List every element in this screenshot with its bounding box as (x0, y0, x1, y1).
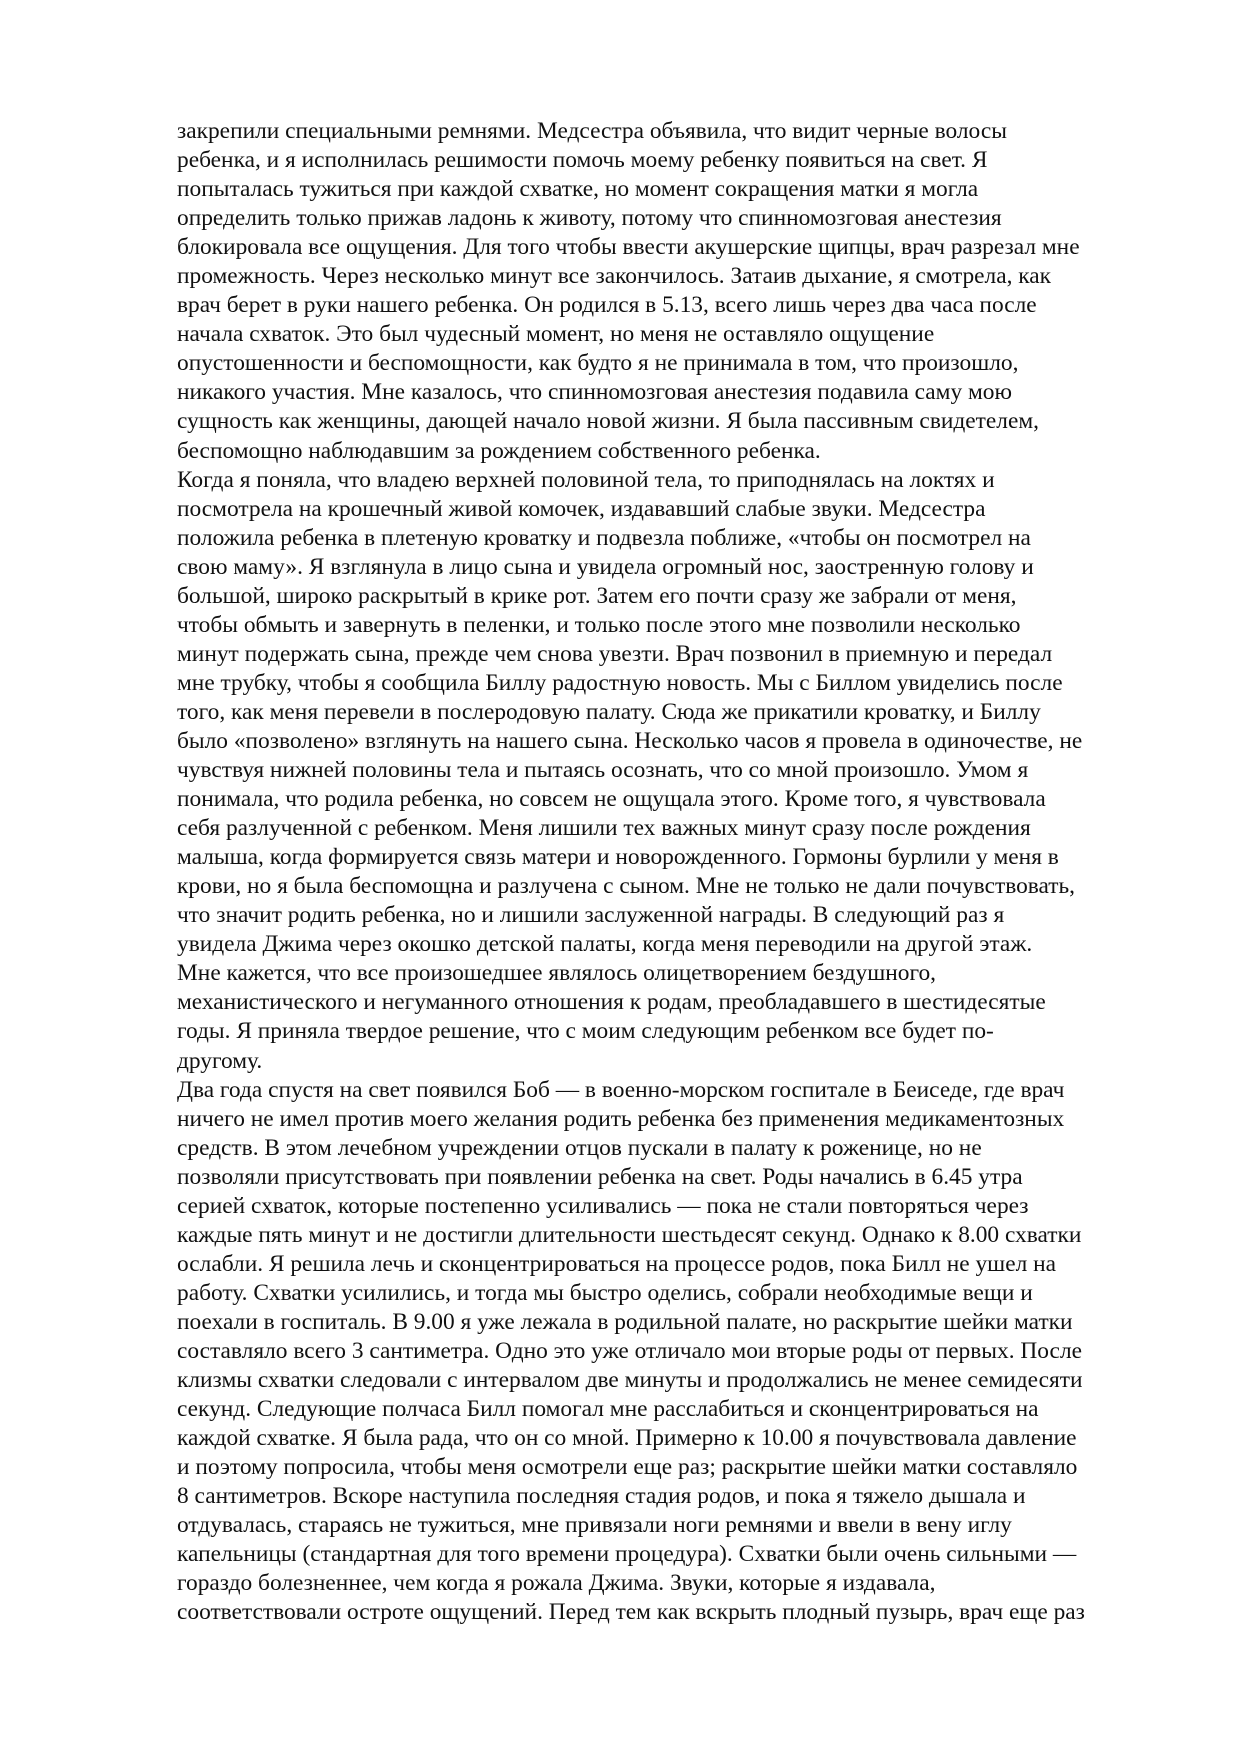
text-line: Когда я поняла, что владею верхней половиной тела, то приподнялась на локтях и (177, 466, 995, 493)
body-text (177, 117, 1155, 1627)
text-line: сущность как женщины, дающей начало новой жизни. Я была пассивным свидетелем, (177, 408, 1039, 435)
text-line: серией схваток, которые постепенно усиливались — пока не стали повторяться через (177, 1192, 1029, 1219)
text-line: составляло всего 3 сантиметра. Одно это уже отличало мои вторые роды от первых. После (177, 1337, 1082, 1364)
text-line: беспомощно наблюдавшим за рождением собственного ребенка. (177, 437, 821, 464)
text-line: 8 сантиметров. Вскоре наступила последняя стадия родов, и пока я тяжело дышала и (177, 1483, 1026, 1510)
text-line: работу. Схватки усилились, и тогда мы быстро оделись, собрали необходимые вещи и (177, 1279, 1033, 1306)
text-line: средств. В этом лечебном учреждении отцов пускали в палату к роженице, но не (177, 1134, 982, 1161)
text-line: мне трубку, чтобы я сообщила Биллу радостную новость. Мы с Биллом увиделись после (177, 669, 1063, 696)
text-line: другому. (177, 1047, 263, 1074)
text-line: начала схваток. Это был чудесный момент, но меня не оставляло ощущение (177, 321, 935, 348)
text-line: попыталась тужиться при каждой схватке, но момент сокращения матки я могла (177, 176, 979, 203)
text-line: большой, широко раскрытый в крике рот. Затем его почти сразу же забрали от меня, (177, 582, 1017, 609)
text-line: посмотрела на крошечный живой комочек, издававший слабые звуки. Медсестра (177, 495, 986, 522)
text-line: ослабли. Я решила лечь и сконцентрироваться на процессе родов, пока Билл не ушел на (177, 1250, 1056, 1277)
text-line: что значит родить ребенка, но и лишили заслуженной награды. В следующий раз я (177, 902, 1005, 929)
text-line: понимала, что родила ребенка, но совсем не ощущала этого. Кроме того, я чувствовала (177, 786, 1046, 813)
text-line: чувствуя нижней половины тела и пытаясь осознать, что со мной произошло. Умом я (177, 757, 1029, 784)
text-line: свою маму». Я взглянула в лицо сына и увидела огромный нос, заостренную голову и (177, 553, 1034, 580)
text-line: годы. Я приняла твердое решение, что с моим следующим ребенком все будет по- (177, 1018, 994, 1045)
text-line: ребенка, и я исполнилась решимости помочь моему ребенку появиться на свет. Я (177, 147, 988, 174)
text-line: было «позволено» взглянуть на нашего сына. Несколько часов я провела в одиночестве, не (177, 727, 1083, 754)
text-line: каждой схватке. Я была рада, что он со мной. Примерно к 10.00 я почувствовала давление (177, 1425, 1077, 1452)
text-line: секунд. Следующие полчаса Билл помогал мне расслабиться и сконцентрироваться на (177, 1396, 1039, 1423)
text-line: минут подержать сына, прежде чем снова увезти. Врач позвонил в приемную и передал (177, 640, 1053, 667)
text-line: малыша, когда формируется связь матери и новорожденного. Гормоны бурлили у меня в (177, 844, 1059, 871)
text-line: чтобы обмыть и завернуть в пеленки, и только после этого мне позволили несколько (177, 611, 1021, 638)
text-line: ничего не имел против моего желания родить ребенка без применения медикаментозных (177, 1105, 1065, 1132)
text-line: позволяли присутствовать при появлении ребенка на свет. Роды начались в 6.45 утра (177, 1163, 1023, 1190)
text-line: механистического и негуманного отношения к родам, преобладавшего в шестидесятые (177, 989, 1046, 1016)
text-line: того, как меня перевели в послеродовую палату. Сюда же прикатили кроватку, и Биллу (177, 698, 1041, 725)
text-line: крови, но я была беспомощна и разлучена с сыном. Мне не только не дали почувствовать, (177, 873, 1076, 900)
text-line: Мне кажется, что все произошедшее являлось олицетворением бездушного, (177, 960, 937, 987)
text-line: блокировала все ощущения. Для того чтобы ввести акушерские щипцы, врач разрезал мне (177, 234, 1080, 261)
text-line: промежность. Через несколько минут все закончилось. Затаив дыхание, я смотрела, как (177, 263, 1052, 290)
text-line: никакого участия. Мне казалось, что спинномозговая анестезия подавила саму мою (177, 379, 1012, 406)
text-line: увидела Джима через окошко детской палаты, когда меня переводили на другой этаж. (177, 931, 1033, 958)
text-line: положила ребенка в плетеную кроватку и подвезла поближе, «чтобы он посмотрел на (177, 524, 1031, 551)
text-line: опустошенности и беспомощности, как будто я не принимала в том, что произошло, (177, 350, 1019, 377)
text-line: себя разлученной с ребенком. Меня лишили тех важных минут сразу после рождения (177, 815, 1031, 842)
text-line: закрепили специальными ремнями. Медсестра объявила, что видит черные волосы (177, 118, 1007, 144)
text-line: Два года спустя на свет появился Боб — в военно-морском госпитале в Беиседе, где врач (177, 1076, 1065, 1103)
text-line: клизмы схватки следовали с интервалом две минуты и продолжались не менее семидесяти (177, 1367, 1083, 1394)
text-line: определить только прижав ладонь к животу, потому что спинномозговая анестезия (177, 205, 1002, 232)
text-line: отдувалась, стараясь не тужиться, мне привязали ноги ремнями и ввели в вену иглу (177, 1512, 1012, 1539)
text-line: и поэтому попросила, чтобы меня осмотрели еще раз; раскрытие шейки матки составляло (177, 1454, 1078, 1481)
text-line: соответствовали остроте ощущений. Перед тем как вскрыть плодный пузырь, врач еще раз (177, 1599, 1085, 1626)
text-line: поехали в госпиталь. В 9.00 я уже лежала в родильной палате, но раскрытие шейки матки (177, 1308, 1073, 1335)
text-line: капельницы (стандартная для того времени процедура). Схватки были очень сильными — (177, 1541, 1077, 1568)
text-line: каждые пять минут и не достигли длительности шестьдесят секунд. Однако к 8.00 схватки (177, 1221, 1082, 1248)
text-line: гораздо болезненнее, чем когда я рожала Джима. Звуки, которые я издавала, (177, 1570, 936, 1597)
text-line: врач берет в руки нашего ребенка. Он родился в 5.13, всего лишь через два часа после (177, 292, 1037, 319)
